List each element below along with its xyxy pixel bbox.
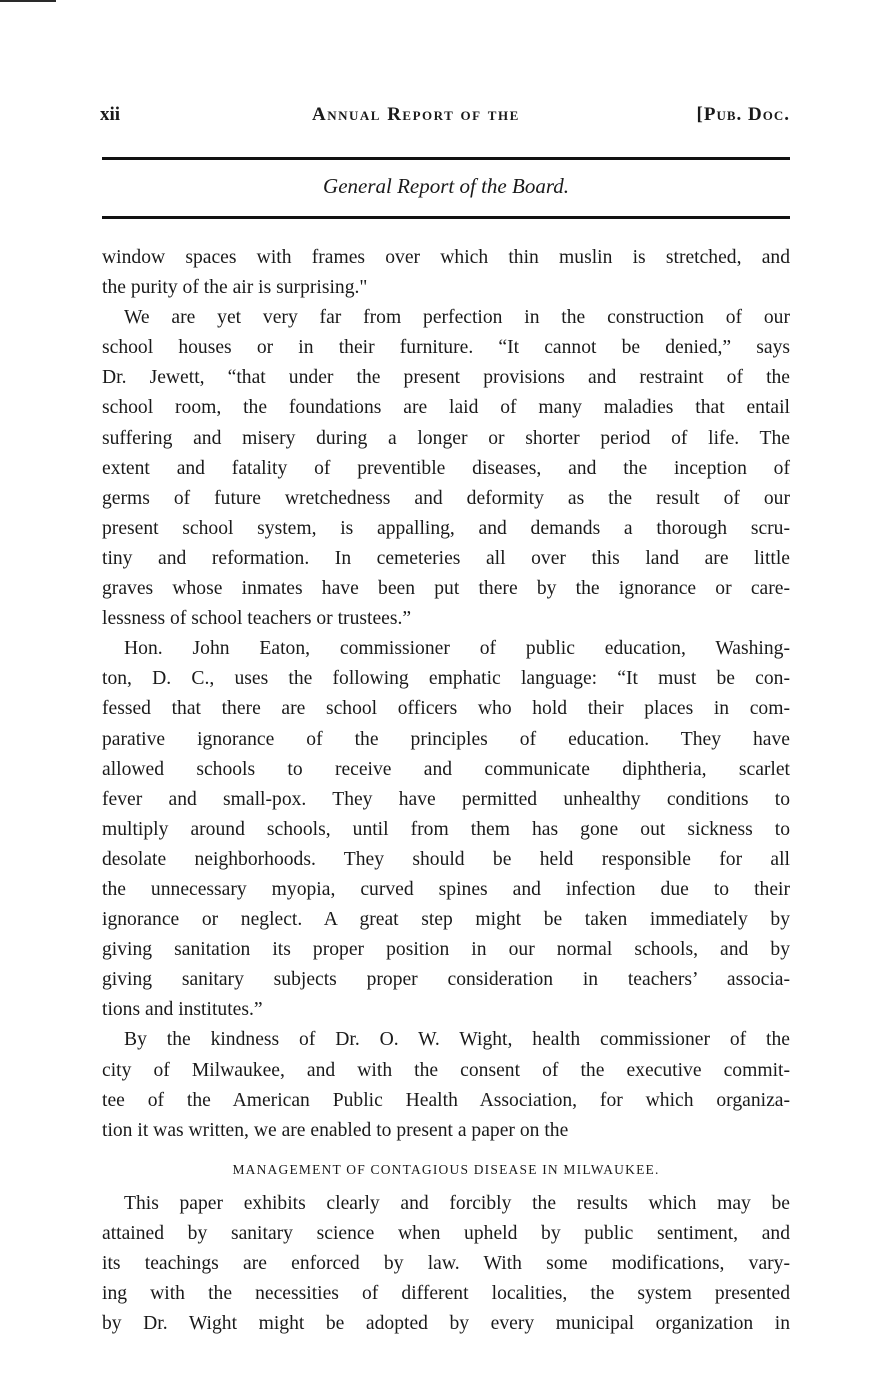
text-line: ing with the necessities of different localities, the system presented: [102, 1283, 790, 1305]
paragraph: [102, 634, 790, 1025]
text-line: germs of future wretchedness and deformity as the result of our: [102, 487, 790, 509]
running-title: Annual Report of the: [312, 104, 520, 125]
text-line: its teachings are enforced by law. With some modifications, vary-: [102, 1253, 790, 1274]
page-number: xii: [100, 104, 121, 125]
document-label: [Pub. Doc.: [696, 104, 790, 125]
paragraph: [102, 1189, 790, 1339]
body-text: [102, 243, 790, 1339]
text-line: parative ignorance of the principles of education. They have: [102, 728, 790, 750]
text-line: multiply around schools, until from them has gone out sickness to: [102, 818, 790, 840]
text-line: giving sanitation its proper position in our normal schools, and by: [102, 939, 790, 961]
text-line: This paper exhibits clearly and forcibly the results which may be: [124, 1192, 790, 1214]
paragraph: [102, 243, 790, 303]
text-line: By the kindness of Dr. O. W. Wight, health commissioner of the: [124, 1029, 790, 1051]
section-subtitle: General Report of the Board.: [323, 174, 569, 198]
text-line: window spaces with frames over which thin muslin is stretched, and: [102, 247, 790, 268]
text-line: city of Milwaukee, and with the consent of the executive commit-: [102, 1059, 790, 1081]
text-line: desolate neighborhoods. They should be held responsible for all: [102, 848, 790, 870]
text-line: tions and institutes.”: [102, 999, 263, 1021]
text-line: Hon. John Eaton, commissioner of public education, Washing-: [124, 638, 790, 660]
text-line: present school system, is appalling, and demands a thorough scru-: [102, 517, 790, 539]
text-line: lessness of school teachers or trustees.”: [102, 608, 412, 630]
paragraph: [102, 303, 790, 634]
text-line: the unnecessary myopia, curved spines and infection due to their: [102, 878, 790, 900]
text-line: We are yet very far from perfection in the construction of our: [124, 307, 790, 329]
header-rule-top: [102, 157, 790, 160]
text-line: school houses or in their furniture. “It cannot be denied,” says: [102, 337, 790, 359]
running-header: [100, 104, 790, 130]
section-heading: MANAGEMENT OF CONTAGIOUS DISEASE IN MILWAUKEE.: [232, 1161, 660, 1177]
text-line: extent and fatality of preventible diseases, and the inception of: [102, 457, 790, 479]
text-line: by Dr. Wight might be adopted by every municipal organization in: [102, 1313, 790, 1335]
paragraph: [102, 1025, 790, 1145]
text-line: fessed that there are school officers who hold their places in com-: [102, 698, 790, 720]
text-line: tiny and reformation. In cemeteries all over this land are little: [102, 547, 790, 569]
text-line: allowed schools to receive and communicate diphtheria, scarlet: [102, 758, 790, 780]
text-line: the purity of the air is surprising.": [102, 277, 368, 299]
text-line: giving sanitary subjects proper consideration in teachers’ associa-: [102, 969, 790, 991]
text-line: fever and small-pox. They have permitted unhealthy conditions to: [102, 788, 790, 810]
text-line: tion it was written, we are enabled to present a paper on the: [102, 1119, 569, 1141]
text-line: school room, the foundations are laid of many maladies that entail: [102, 397, 790, 419]
text-line: suffering and misery during a longer or shorter period of life. The: [102, 427, 790, 449]
top-edge-mark: [0, 0, 56, 2]
header-rule-bottom: [102, 216, 790, 219]
text-line: Dr. Jewett, “that under the present provisions and restraint of the: [102, 367, 790, 389]
text-line: ton, D. C., uses the following emphatic language: “It must be con-: [102, 668, 790, 690]
text-line: graves whose inmates have been put there by the ignorance or care-: [102, 578, 790, 600]
text-line: attained by sanitary science when upheld by public sentiment, and: [102, 1222, 790, 1244]
text-line: ignorance or neglect. A great step might be taken immediately by: [102, 909, 790, 931]
text-line: tee of the American Public Health Association, for which organiza-: [102, 1089, 790, 1111]
